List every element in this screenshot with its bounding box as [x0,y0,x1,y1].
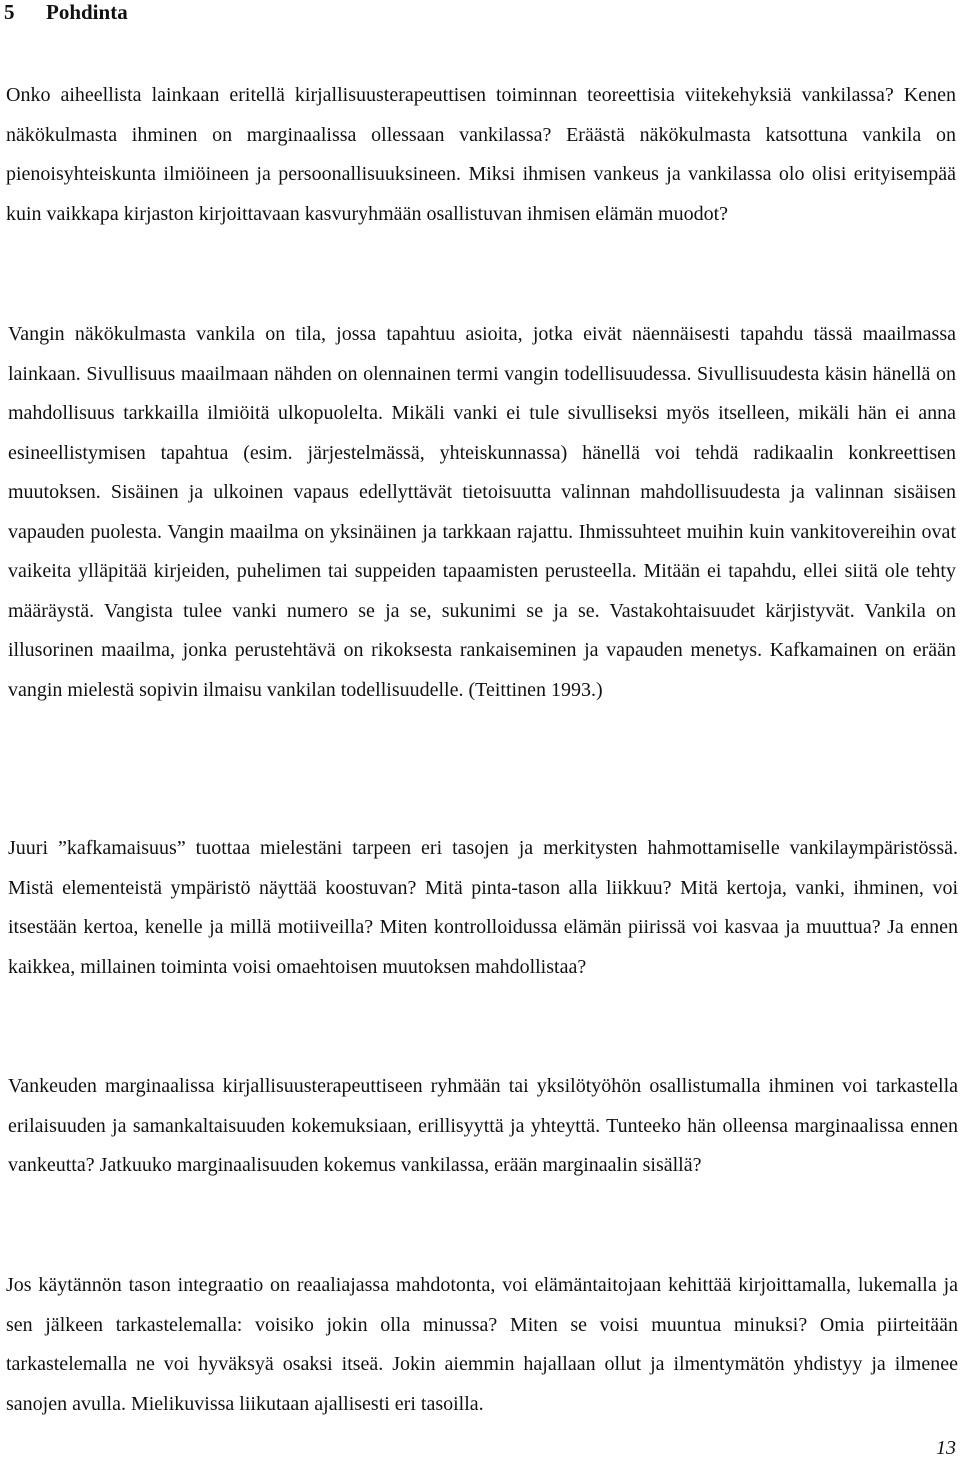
paragraph: Juuri ”kafkamaisuus” tuottaa mielestäni tarpeen eri tasojen ja merkitysten hahmottamiselle vankilaympäristössä. Mistä elementeistä ympäristö näyttää koostuvan? Mitä pinta-tason alla liikkuu? Mitä kertoja, vanki, ihminen, voi itsestään kertoa, kenelle ja millä motiiveilla? Miten kontrolloidussa elämän piirissä voi kasvaa ja muuttua? Ja ennen kaikkea, millainen toiminta voisi omaehtoisen muutoksen mahdollistaa? [8,837,958,978]
paragraph: Vankeuden marginaalissa kirjallisuusterapeuttiseen ryhmään tai yksilötyöhön osallistumalla ihminen voi tarkastella erilaisuuden ja samankaltaisuuden kokemuksiaan, erillisyyttä ja yhteyttä. Tunteeko hän olleensa marginaalissa ennen vankeutta? Jatkuuko marginaalisuuden kokemus vankilassa, erään marginaalin sisällä? [8,1075,958,1176]
section-heading [4,0,128,24]
section-number: 5 [4,0,15,24]
paragraph: Jos käytännön tason integraatio on reaaliajassa mahdotonta, voi elämäntaitojaan kehittää kirjoittamalla, lukemalla ja sen jälkeen tarkastelemalla: voisiko jokin olla minussa? Miten se voisi muuntua minuksi? Omia piirteitään tarkastelemalla ne voi hyväksyä osaksi itseä. Jokin aiemmin hajallaan ollut ja ilmentymätön yhdistyy ja ilmenee sanojen avulla. Mielikuvissa liikutaan ajallisesti eri tasoilla. [6,1274,958,1415]
paragraph: Vangin näkökulmasta vankila on tila, jossa tapahtuu asioita, jotka eivät näennäisesti tapahdu tässä maailmassa lainkaan. Sivullisuus maailmaan nähden on olennainen termi vangin todellisuudessa. Sivullisuudesta käsin hänellä on mahdollisuus tarkkailla ilmiöitä ulkopuolelta. Mikäli vanki ei tule sivulliseksi myös itselleen, mikäli hän ei anna esineellistymisen tapahtua (esim. järjestelmässä, yhteiskunnassa) hänellä voi tehdä radikaalin konkreettisen muutoksen. Sisäinen ja ulkoinen vapaus edellyttävät tietoisuutta valinnan mahdollisuudesta ja valinnan sisäisen vapauden puolesta. Vangin maailma on yksinäinen ja tarkkaan rajattu. Ihmissuhteet muihin kuin vankitovereihin ovat vaikeita ylläpitää kirjeiden, puhelimen tai suppeiden tapaamisten perusteella. Mitään ei tapahdu, ellei siitä ole tehty määräystä. Vangista tulee vanki numero se ja se, sukunimi se ja se. Vastakohtaisuudet kärjistyvät. Vankila on illusorinen maailma, jonka perustehtävä on rikoksesta rankaiseminen ja vapauden menetys. Kafkamainen on erään vangin mielestä sopivin ilmaisu vankilan todellisuudelle. (Teittinen 1993.) [8,323,956,701]
section-title: Pohdinta [46,0,128,24]
page-number: 13 [936,1437,956,1459]
paragraph: Onko aiheellista lainkaan eritellä kirjallisuusterapeuttisen toiminnan teoreettisia viitekehyksiä vankilassa? Kenen näkökulmasta ihminen on marginaalissa ollessaan vankilassa? Eräästä näkökulmasta katsottuna vankila on pienoisyhteiskunta ilmiöineen ja persoonallisuuksineen. Miksi ihmisen vankeus ja vankilassa olo olisi erityisempää kuin vaikkapa kirjaston kirjoittavaan kasvuryhmään osallistuvan ihmisen elämän muodot? [6,84,956,225]
